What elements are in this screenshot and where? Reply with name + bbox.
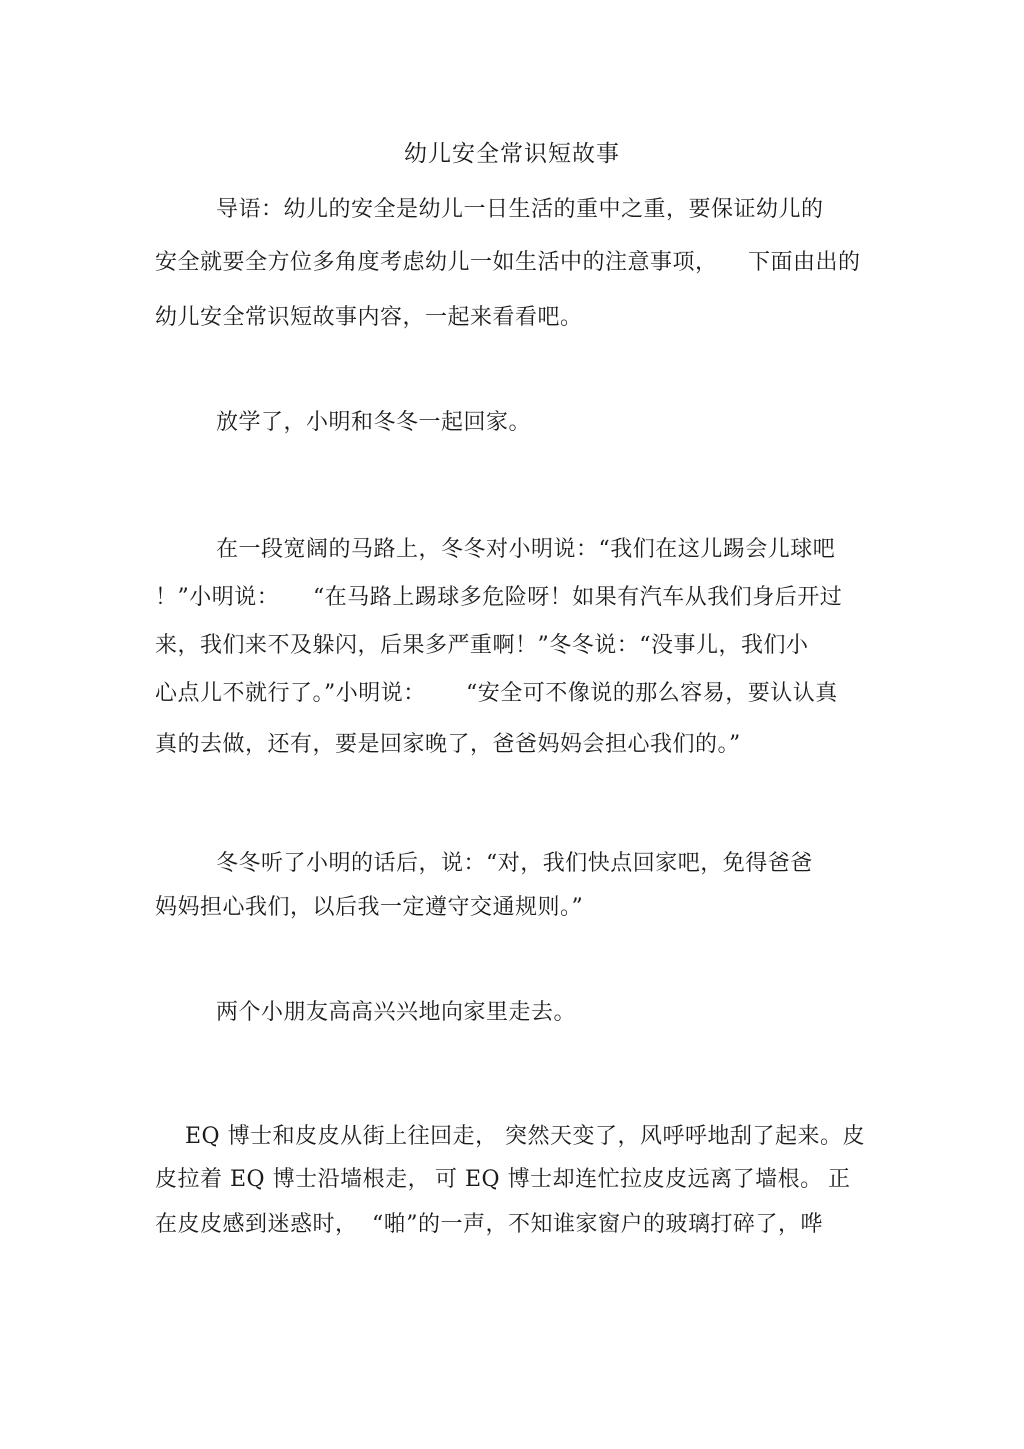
intro-line-3: 幼儿安全常识短故事内容，一起来看看吧。 bbox=[155, 305, 583, 330]
story2-line-2b: 可 EQ 博士却连忙拉皮皮远离了墙根。 bbox=[435, 1167, 823, 1192]
story1-p2-line-5: 真的去做，还有，要是回家晚了，爸爸妈妈会担心我们的。” bbox=[155, 732, 741, 757]
intro-line-2: 安全就要全方位多角度考虑幼儿一如生活中的注意事项， bbox=[155, 250, 718, 275]
story1-p3-line-1: 冬冬听了小明的话后，说：“对，我们快点回家吧，免得爸爸 bbox=[216, 851, 813, 876]
story2-line-1b: 突然天变了，风呼呼地刮了起来。皮 bbox=[505, 1124, 866, 1149]
story1-p2-line-1: 在一段宽阔的马路上，冬冬对小明说：“我们在这儿踢会儿球吧 bbox=[216, 537, 836, 562]
story1-paragraph-1: 放学了，小明和冬冬一起回家。 bbox=[216, 410, 532, 435]
story2-line-3a: 在皮皮感到迷惑时， bbox=[155, 1212, 358, 1237]
story1-p2-line-4a: 心点儿不就行了。”小明说： bbox=[155, 681, 426, 706]
page-title: 幼儿安全常识短故事 bbox=[404, 141, 620, 167]
story1-p2-line-4b: “安全可不像说的那么容易，要认认真 bbox=[466, 681, 838, 706]
intro-line-1: 导语：幼儿的安全是幼儿一日生活的重中之重，要保证幼儿的 bbox=[216, 197, 824, 222]
story2-line-3b: “啪”的一声，不知谁家窗户的玻璃打碎了，哗 bbox=[372, 1212, 823, 1237]
story1-p2-line-3: 来，我们来不及躲闪，后果多严重啊！”冬冬说：“没事儿，我们小 bbox=[155, 633, 809, 658]
story1-p2-line-2b: “在马路上踢球多危险呀！如果有汽车从我们身后开过 bbox=[313, 585, 843, 610]
story1-p3-line-2: 妈妈担心我们，以后我一定遵守交通规则。” bbox=[155, 895, 584, 920]
story1-paragraph-4: 两个小朋友高高兴兴地向家里走去。 bbox=[216, 1000, 577, 1025]
story2-line-1a: EQ 博士和皮皮从街上往回走， bbox=[185, 1124, 498, 1149]
story2-line-2c: 正 bbox=[828, 1167, 851, 1192]
story1-p2-line-2a: ！”小明说： bbox=[155, 585, 280, 610]
intro-line-2-tail: 下面由出的 bbox=[748, 250, 861, 275]
story2-line-2a: 皮拉着 EQ 博士沿墙根走， bbox=[155, 1167, 431, 1192]
